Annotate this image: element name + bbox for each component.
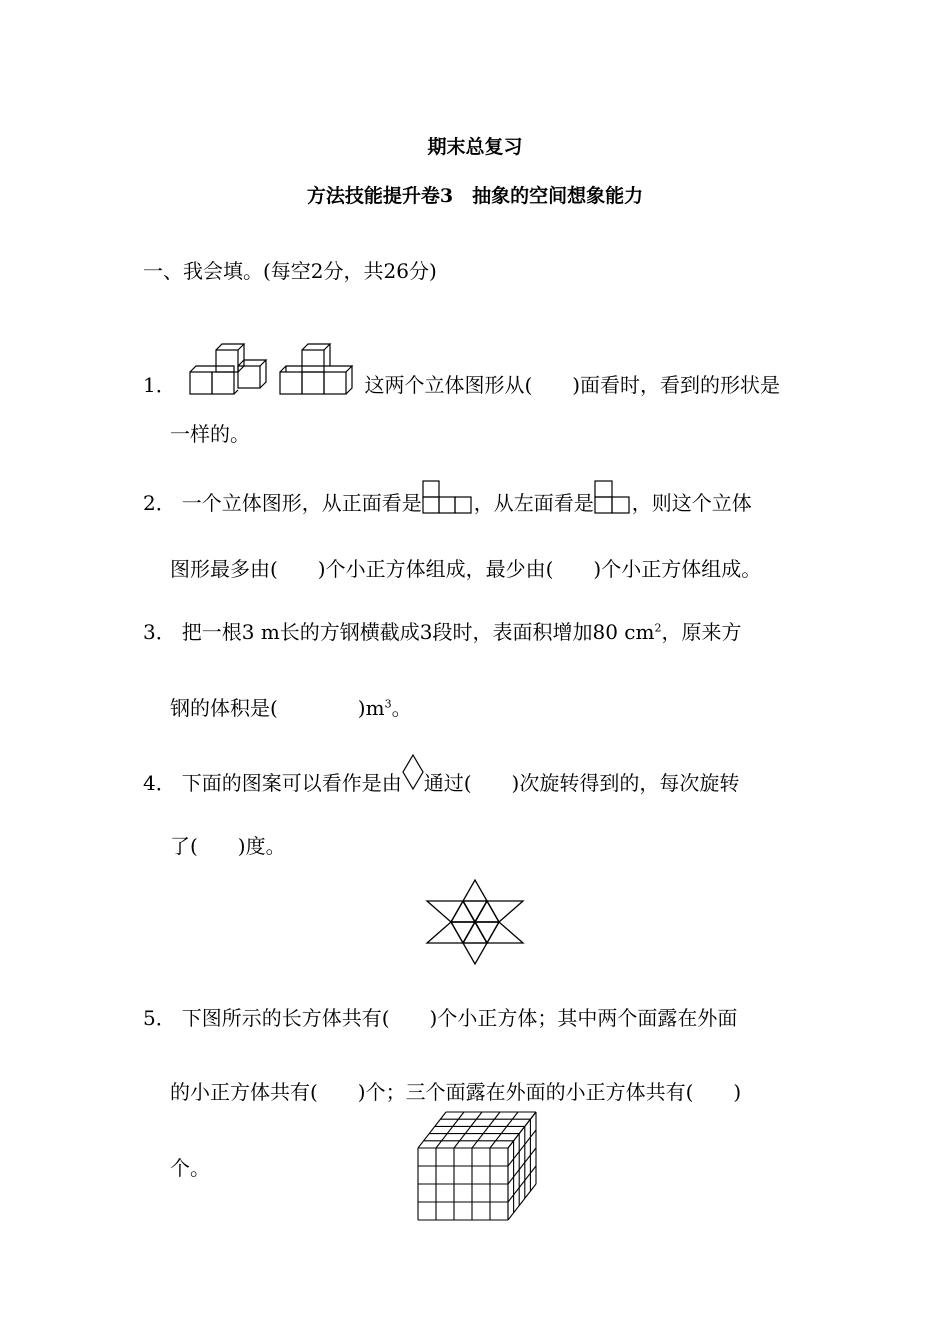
question-3-superscript-b: 3	[384, 697, 392, 711]
question-3-text-b: ，原来方	[661, 620, 742, 644]
question-5-text: 下图所示的长方体共有( )个小正方体；其中两个面露在外面	[181, 1006, 738, 1030]
cube-figure-right	[280, 344, 352, 394]
question-1	[143, 340, 780, 398]
rotation-star-pattern	[420, 876, 530, 968]
question-3	[143, 616, 741, 645]
question-4	[143, 754, 739, 796]
question-3-continuation	[170, 692, 412, 721]
left-view-shape	[594, 480, 632, 514]
question-5-continuation-2: 个。	[170, 1156, 210, 1180]
cube-figures-q1	[186, 340, 358, 402]
question-3-cont-b: 。	[391, 696, 412, 720]
question-1-continuation: 一样的。	[170, 422, 250, 446]
cube-figure-left	[190, 344, 266, 394]
question-5	[143, 1002, 737, 1031]
question-4-continuation: 了( )度。	[170, 834, 286, 858]
question-1-number: 1．	[143, 373, 176, 397]
section-heading: 一、我会填。(每空2分，共26分)	[143, 259, 437, 283]
question-4-text-b: 通过( )次旋转得到的，每次旋转	[423, 771, 740, 795]
question-3-number: 3．	[143, 620, 176, 644]
question-5-number: 5．	[143, 1006, 176, 1030]
cuboid-grid-figure	[414, 1106, 554, 1224]
front-view-shape	[422, 480, 474, 514]
question-4-number: 4．	[143, 771, 176, 795]
question-2-continuation: 图形最多由( )个小正方体组成，最少由( )个小正方体组成。	[170, 557, 762, 581]
question-4-text-a: 下面的图案可以看作是由	[181, 771, 402, 795]
question-2-number: 2．	[143, 491, 176, 515]
question-2-text-b: ，从左面看是	[473, 491, 594, 515]
question-3-cont-a: 钢的体积是( )m	[170, 696, 385, 720]
rhombus-icon	[402, 754, 424, 790]
question-2-text-a: 一个立体图形，从正面看是	[181, 491, 422, 515]
question-1-text: 这两个立体图形从( )面看时，看到的形状是	[364, 373, 781, 397]
page-title: 期末总复习	[427, 136, 523, 158]
page-subtitle: 方法技能提升卷3 抽象的空间想象能力	[306, 185, 644, 207]
question-3-text-a: 把一根3 m长的方钢横截成3段时，表面积增加80 cm	[181, 620, 655, 644]
question-2-text-c: ，则这个立体	[631, 491, 752, 515]
question-2	[143, 480, 752, 516]
question-3-superscript-a: 2	[654, 621, 662, 635]
question-5-continuation: 的小正方体共有( )个；三个面露在外面的小正方体共有( )	[170, 1080, 742, 1104]
